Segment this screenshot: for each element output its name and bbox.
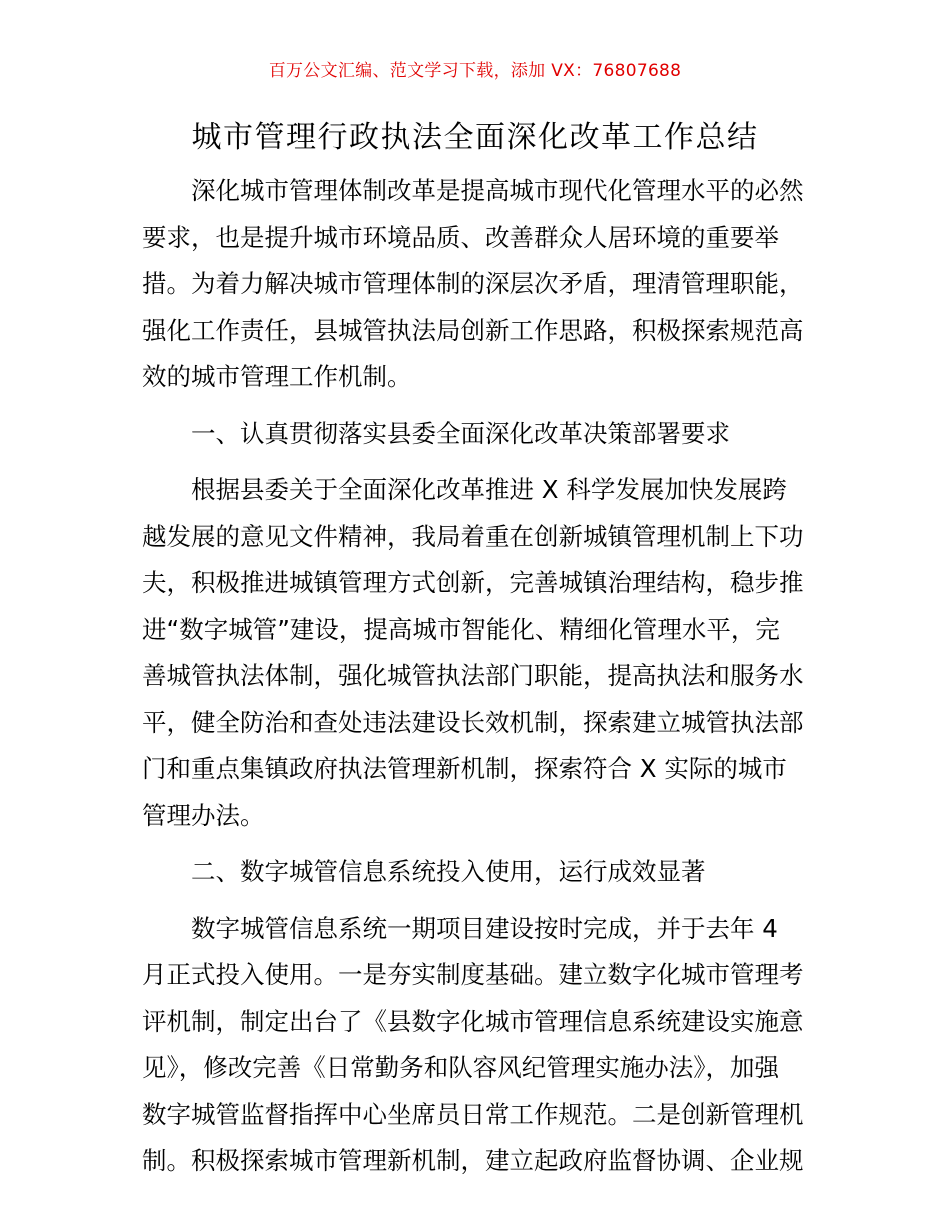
- text-line: 门和重点集镇政府执法管理新机制，探索符合 X 实际的城市: [142, 754, 787, 783]
- text-line: 强化工作责任，县城管执法局创新工作思路，积极探索规范高: [142, 315, 804, 345]
- document-body: [142, 168, 812, 1185]
- section-heading-2: [142, 849, 812, 896]
- text-line: 平，健全防治和查处违法建设长效机制，探索建立城管执法部: [142, 707, 804, 737]
- paragraph-intro: [142, 168, 812, 401]
- section-heading-1: [142, 411, 812, 458]
- text-line: 数字城管监督指挥中心坐席员日常工作规范。二是创新管理机: [142, 1099, 804, 1129]
- paragraph-section-1: [142, 467, 812, 839]
- header-watermark-note: 百万公文汇编、范文学习下载，添加 VX：76807688: [268, 61, 682, 81]
- paragraph-section-2: [142, 906, 812, 1185]
- text-line: 善城管执法体制，强化城管执法部门职能，提高执法和服务水: [142, 661, 804, 690]
- text-line: 管理办法。: [142, 800, 265, 830]
- text-line: 评机制，制定出台了《县数字化城市管理信息系统建设实施意: [142, 1006, 804, 1036]
- text-line: 进“数字城管”建设，提高城市智能化、精细化管理水平，完: [142, 614, 780, 644]
- text-line: 越发展的意见文件精神，我局着重在创新城镇管理机制上下功: [142, 521, 804, 551]
- text-line: 月正式投入使用。一是夯实制度基础。建立数字化城市管理考: [142, 960, 804, 989]
- text-line: 深化城市管理体制改革是提高城市现代化管理水平的必然: [191, 176, 804, 205]
- document-title: 城市管理行政执法全面深化改革工作总结: [191, 120, 759, 155]
- text-line: 一、认真贯彻落实县委全面深化改革决策部署要求: [191, 418, 730, 448]
- text-line: 夫，积极推进城镇管理方式创新，完善城镇治理结构，稳步推: [142, 568, 804, 597]
- text-line: 二、数字城管信息系统投入使用，运行成效显著: [191, 857, 706, 886]
- text-line: 效的城市管理工作机制。: [142, 362, 412, 391]
- text-line: 见》，修改完善《日常勤务和队容风纪管理实施办法》，加强: [142, 1053, 779, 1082]
- text-line: 制。积极探索城市管理新机制，建立起政府监督协调、企业规: [142, 1146, 804, 1175]
- text-line: 措。为着力解决城市管理体制的深层次矛盾，理清管理职能，: [142, 269, 804, 298]
- text-line: 数字城管信息系统一期项目建设按时完成，并于去年 4: [191, 913, 778, 943]
- text-line: 要求，也是提升城市环境品质、改善群众人居环境的重要举: [142, 222, 779, 252]
- text-line: 根据县委关于全面深化改革推进 X 科学发展加快发展跨: [191, 475, 787, 504]
